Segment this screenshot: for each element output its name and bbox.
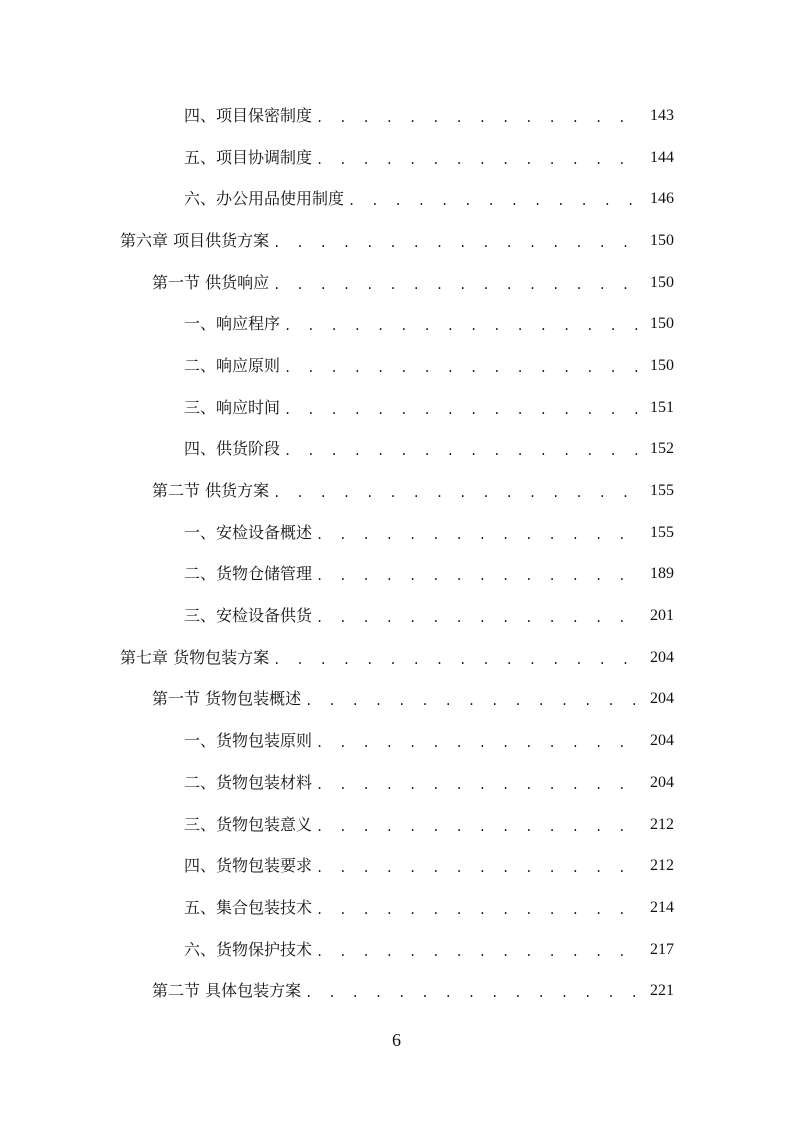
toc-section-entry[interactable] (0, 470, 793, 512)
toc-entry-page: 201 (650, 607, 674, 625)
toc-dot-leader (284, 441, 644, 461)
toc-dot-leader (284, 358, 644, 378)
toc-entry[interactable] (0, 595, 793, 637)
toc-dot-leader (305, 691, 644, 711)
toc-dot-leader (273, 650, 644, 670)
toc-section-entry[interactable] (0, 679, 793, 721)
toc-section-entry[interactable] (0, 262, 793, 304)
toc-entry[interactable] (0, 137, 793, 179)
toc-entry-page: 144 (650, 148, 674, 166)
toc-entry[interactable] (0, 303, 793, 345)
toc-entry-title: 一、安检设备概述 (184, 522, 313, 542)
toc-chapter-entry[interactable] (0, 637, 793, 679)
table-of-contents (0, 95, 793, 1012)
toc-entry-title: 四、项目保密制度 (184, 105, 313, 125)
toc-entry-page: 204 (650, 690, 674, 708)
toc-entry-page: 221 (650, 982, 674, 1000)
toc-entry-title: 第六章 项目供货方案 (120, 230, 270, 250)
toc-dot-leader (316, 108, 644, 128)
toc-entry-page: 146 (650, 190, 674, 208)
toc-entry[interactable] (0, 929, 793, 971)
toc-section-entry[interactable] (0, 970, 793, 1012)
toc-entry-title: 一、响应程序 (184, 314, 281, 334)
toc-entry[interactable] (0, 554, 793, 596)
toc-entry[interactable] (0, 512, 793, 554)
toc-entry-title: 第一节 货物包装概述 (152, 689, 302, 709)
toc-entry-page: 151 (650, 398, 674, 416)
toc-dot-leader (273, 483, 644, 503)
toc-entry-page: 189 (650, 565, 674, 583)
toc-entry-page: 152 (650, 440, 674, 458)
toc-entry-title: 第七章 货物包装方案 (120, 647, 270, 667)
toc-entry[interactable] (0, 762, 793, 804)
toc-dot-leader (273, 233, 644, 253)
toc-entry[interactable] (0, 845, 793, 887)
toc-entry-title: 三、安检设备供货 (184, 606, 313, 626)
toc-entry[interactable] (0, 178, 793, 220)
toc-entry-page: 204 (650, 648, 674, 666)
toc-dot-leader (316, 608, 644, 628)
toc-entry-page: 212 (650, 815, 674, 833)
page-number: 6 (392, 1030, 401, 1050)
toc-entry-title: 五、集合包装技术 (184, 897, 313, 917)
toc-dot-leader (316, 900, 644, 920)
toc-entry[interactable] (0, 804, 793, 846)
toc-dot-leader (284, 400, 644, 420)
toc-entry[interactable] (0, 345, 793, 387)
toc-entry-page: 155 (650, 523, 674, 541)
toc-entry-page: 204 (650, 773, 674, 791)
toc-entry-page: 212 (650, 857, 674, 875)
toc-entry-title: 第二节 具体包装方案 (152, 981, 302, 1001)
toc-entry[interactable] (0, 387, 793, 429)
toc-dot-leader (316, 566, 644, 586)
toc-dot-leader (316, 942, 644, 962)
toc-dot-leader (348, 191, 644, 211)
toc-entry-title: 四、供货阶段 (184, 439, 281, 459)
toc-entry-title: 四、货物包装要求 (184, 856, 313, 876)
toc-dot-leader (316, 733, 644, 753)
toc-entry-title: 第一节 供货响应 (152, 272, 270, 292)
toc-entry-page: 150 (650, 273, 674, 291)
toc-entry[interactable] (0, 429, 793, 471)
toc-entry-title: 二、货物包装材料 (184, 772, 313, 792)
toc-dot-leader (316, 817, 644, 837)
toc-entry-page: 143 (650, 106, 674, 124)
toc-entry-title: 二、响应原则 (184, 355, 281, 375)
toc-entry-title: 一、货物包装原则 (184, 731, 313, 751)
toc-dot-leader (316, 775, 644, 795)
toc-entry-title: 第二节 供货方案 (152, 481, 270, 501)
toc-entry-page: 204 (650, 732, 674, 750)
toc-entry-page: 150 (650, 231, 674, 249)
toc-entry[interactable] (0, 720, 793, 762)
toc-entry-page: 155 (650, 482, 674, 500)
toc-dot-leader (305, 983, 644, 1003)
toc-dot-leader (316, 150, 644, 170)
toc-entry-page: 217 (650, 940, 674, 958)
toc-entry-page: 150 (650, 356, 674, 374)
toc-dot-leader (316, 525, 644, 545)
toc-entry-title: 三、货物包装意义 (184, 814, 313, 834)
toc-entry-title: 六、办公用品使用制度 (184, 189, 345, 209)
toc-dot-leader (284, 316, 644, 336)
toc-entry[interactable] (0, 95, 793, 137)
toc-dot-leader (316, 858, 644, 878)
toc-entry-title: 五、项目协调制度 (184, 147, 313, 167)
toc-entry-page: 150 (650, 315, 674, 333)
toc-dot-leader (273, 275, 644, 295)
toc-chapter-entry[interactable] (0, 220, 793, 262)
toc-entry[interactable] (0, 887, 793, 929)
toc-entry-title: 六、货物保护技术 (184, 939, 313, 959)
toc-entry-title: 二、货物仓储管理 (184, 564, 313, 584)
toc-entry-page: 214 (650, 898, 674, 916)
toc-entry-title: 三、响应时间 (184, 397, 281, 417)
